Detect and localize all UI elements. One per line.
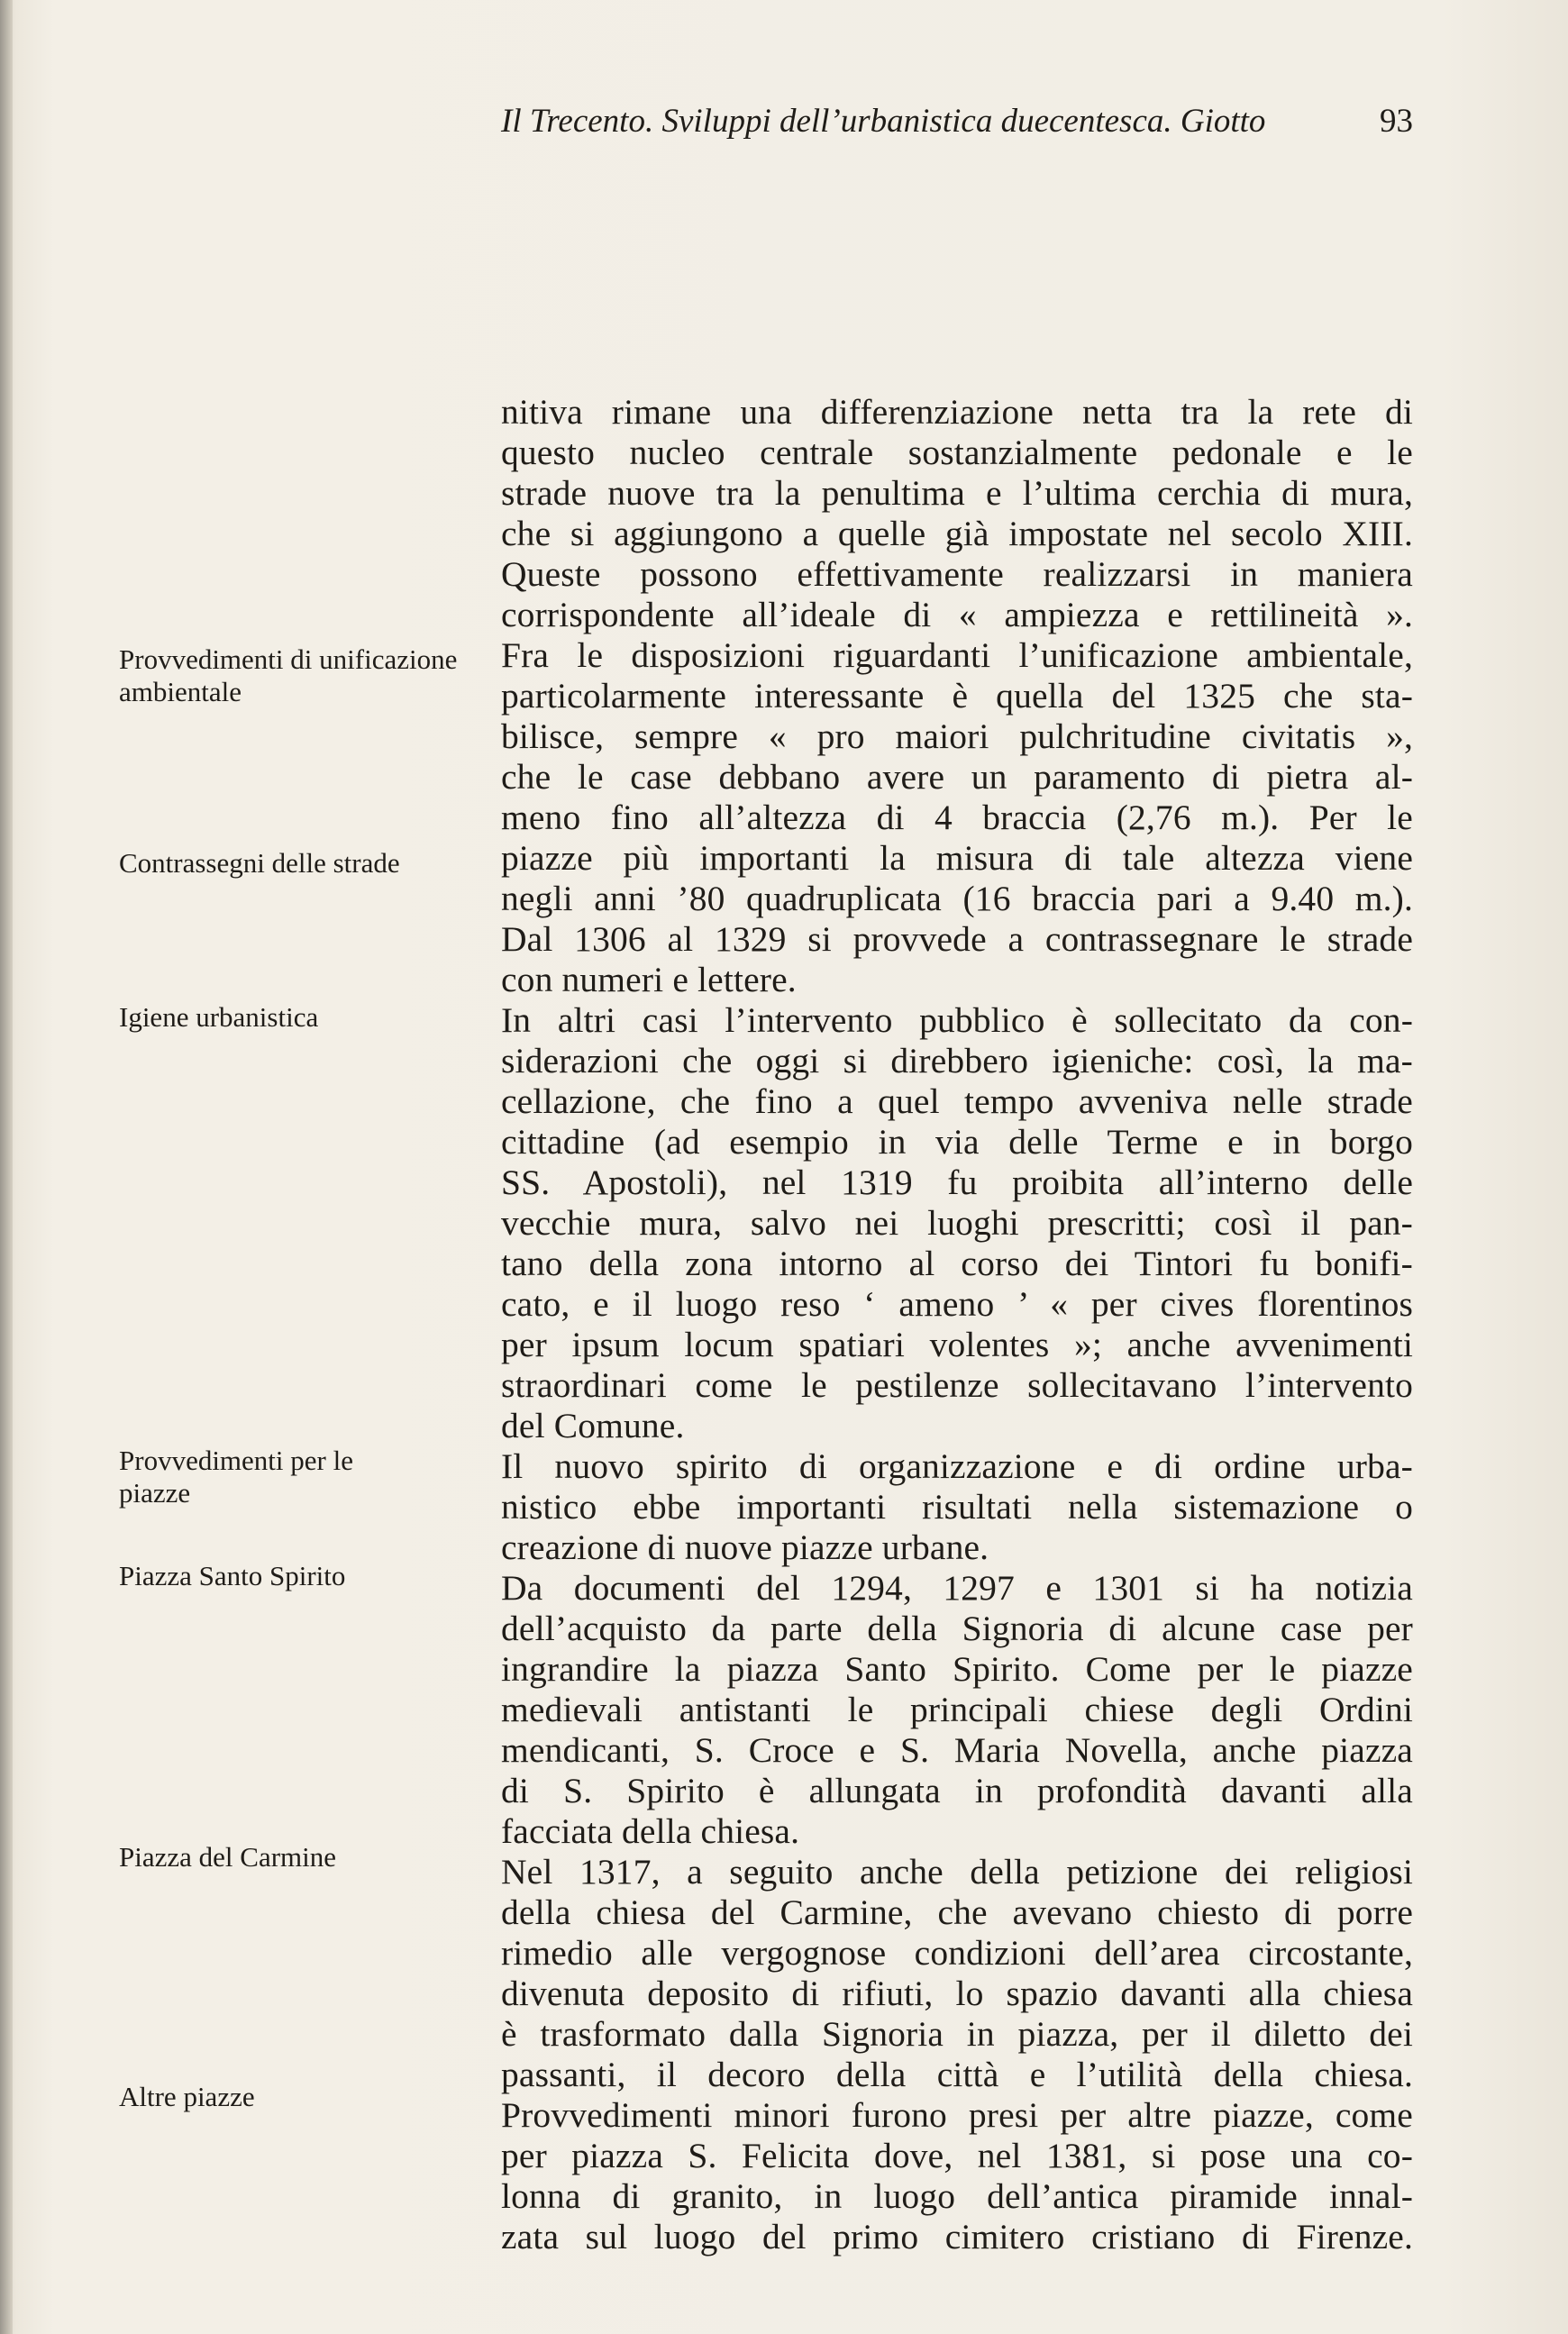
text-line: della chiesa del Carmine, che avevano chiesto di porre (501, 1892, 1413, 1932)
text-line: per ipsum locum spatiari volentes »; anche avvenimenti (501, 1325, 1413, 1364)
marginal-note: Contrassegni delle strade (119, 847, 400, 879)
text-line: tano della zona intorno al corso dei Tintori fu bonifi- (501, 1244, 1413, 1283)
text-line: creazione di nuove piazze urbane. (501, 1527, 989, 1567)
text-line: per piazza S. Felicita dove, nel 1381, si pose una co- (501, 2136, 1413, 2175)
text-line: zata sul luogo del primo cimitero cristiano di Firenze. (501, 2217, 1413, 2257)
binding-shadow (0, 0, 13, 2334)
page-number: 93 (1380, 103, 1413, 140)
text-line: nistico ebbe importanti risultati nella sistemazione o (501, 1487, 1413, 1527)
running-title: Il Trecento. Sviluppi dell’urbanistica duecentesca. Giotto (501, 103, 1266, 140)
marginal-note: Provvedimenti di unificazione ambientale (119, 643, 458, 707)
text-line: con numeri e lettere. (501, 960, 797, 999)
text-line: In altri casi l’intervento pubblico è sollecitato da con- (501, 1000, 1413, 1040)
marginal-note: Provvedimenti per le piazze (119, 1445, 353, 1509)
text-line: divenuta deposito di rifiuti, lo spazio davanti alla chiesa (501, 1974, 1413, 2013)
text-line: questo nucleo centrale sostanzialmente pedonale e le (501, 433, 1413, 472)
text-line: cato, e il luogo reso ‘ ameno ’ « per cives florentinos (501, 1284, 1413, 1324)
text-line: SS. Apostoli), nel 1319 fu proibita all’interno delle (501, 1162, 1413, 1202)
marginal-note: Igiene urbanistica (119, 1001, 319, 1033)
text-line: è trasformato dalla Signoria in piazza, per il diletto dei (501, 2014, 1413, 2054)
text-line: cellazione, che fino a quel tempo avveniva nelle strade (501, 1081, 1413, 1121)
text-line: facciata della chiesa. (501, 1811, 800, 1851)
text-line: straordinari come le pestilenze sollecitavano l’intervento (501, 1365, 1413, 1405)
text-line: del Comune. (501, 1406, 685, 1445)
text-line: negli anni ’80 quadruplicata (16 braccia pari a 9.40 m.). (501, 879, 1413, 918)
text-line: passanti, il decoro della città e l’utilità della chiesa. (501, 2055, 1413, 2094)
text-line: strade nuove tra la penultima e l’ultima cerchia di mura, (501, 473, 1413, 513)
text-line: medievali antistanti le principali chiese degli Ordini (501, 1690, 1413, 1729)
text-line: Fra le disposizioni riguardanti l’unificazione ambientale, (501, 635, 1413, 675)
text-line: Da documenti del 1294, 1297 e 1301 si ha notizia (501, 1568, 1413, 1608)
text-line: Provvedimenti minori furono presi per altre piazze, come (501, 2095, 1413, 2135)
text-line: Dal 1306 al 1329 si provvede a contrassegnare le strade (501, 919, 1413, 959)
marginal-note: Piazza del Carmine (119, 1841, 337, 1873)
text-line: bilisce, sempre « pro maiori pulchritudine civitatis », (501, 716, 1413, 756)
text-line: mendicanti, S. Croce e S. Maria Novella, anche piazza (501, 1730, 1413, 1770)
text-line: ingrandire la piazza Santo Spirito. Come per le piazze (501, 1649, 1413, 1689)
text-line: Nel 1317, a seguito anche della petizione dei religiosi (501, 1852, 1413, 1892)
body-text (501, 392, 1413, 2257)
text-line: vecchie mura, salvo nei luoghi prescritti; così il pan- (501, 1203, 1413, 1243)
marginal-note: Piazza Santo Spirito (119, 1560, 346, 1591)
text-line: Il nuovo spirito di organizzazione e di ordine urba- (501, 1446, 1413, 1486)
text-line: che si aggiungono a quelle già impostate nel secolo XIII. (501, 514, 1413, 553)
text-line: cittadine (ad esempio in via delle Terme e in borgo (501, 1122, 1413, 1162)
text-line: piazze più importanti la misura di tale altezza viene (501, 838, 1413, 878)
text-line: rimedio alle vergognose condizioni dell’area circostante, (501, 1933, 1413, 1973)
text-line: particolarmente interessante è quella del 1325 che sta- (501, 676, 1413, 716)
text-line: dell’acquisto da parte della Signoria di alcune case per (501, 1609, 1413, 1648)
text-line: Queste possono effettivamente realizzarsi in maniera (501, 554, 1413, 594)
text-line: meno fino all’altezza di 4 braccia (2,76 m.). Per le (501, 798, 1413, 837)
text-line: siderazioni che oggi si direbbero igieniche: così, la ma- (501, 1041, 1413, 1080)
text-line: lonna di granito, in luogo dell’antica piramide innal- (501, 2176, 1413, 2216)
text-line: corrispondente all’ideale di « ampiezza e rettilineità ». (501, 595, 1413, 634)
text-line: di S. Spirito è allungata in profondità davanti alla (501, 1771, 1413, 1810)
page-header (501, 99, 1413, 144)
marginal-note: Altre piazze (119, 2081, 255, 2112)
text-line: nitiva rimane una differenziazione netta tra la rete di (501, 392, 1413, 432)
text-line: che le case debbano avere un paramento di pietra al- (501, 757, 1413, 797)
